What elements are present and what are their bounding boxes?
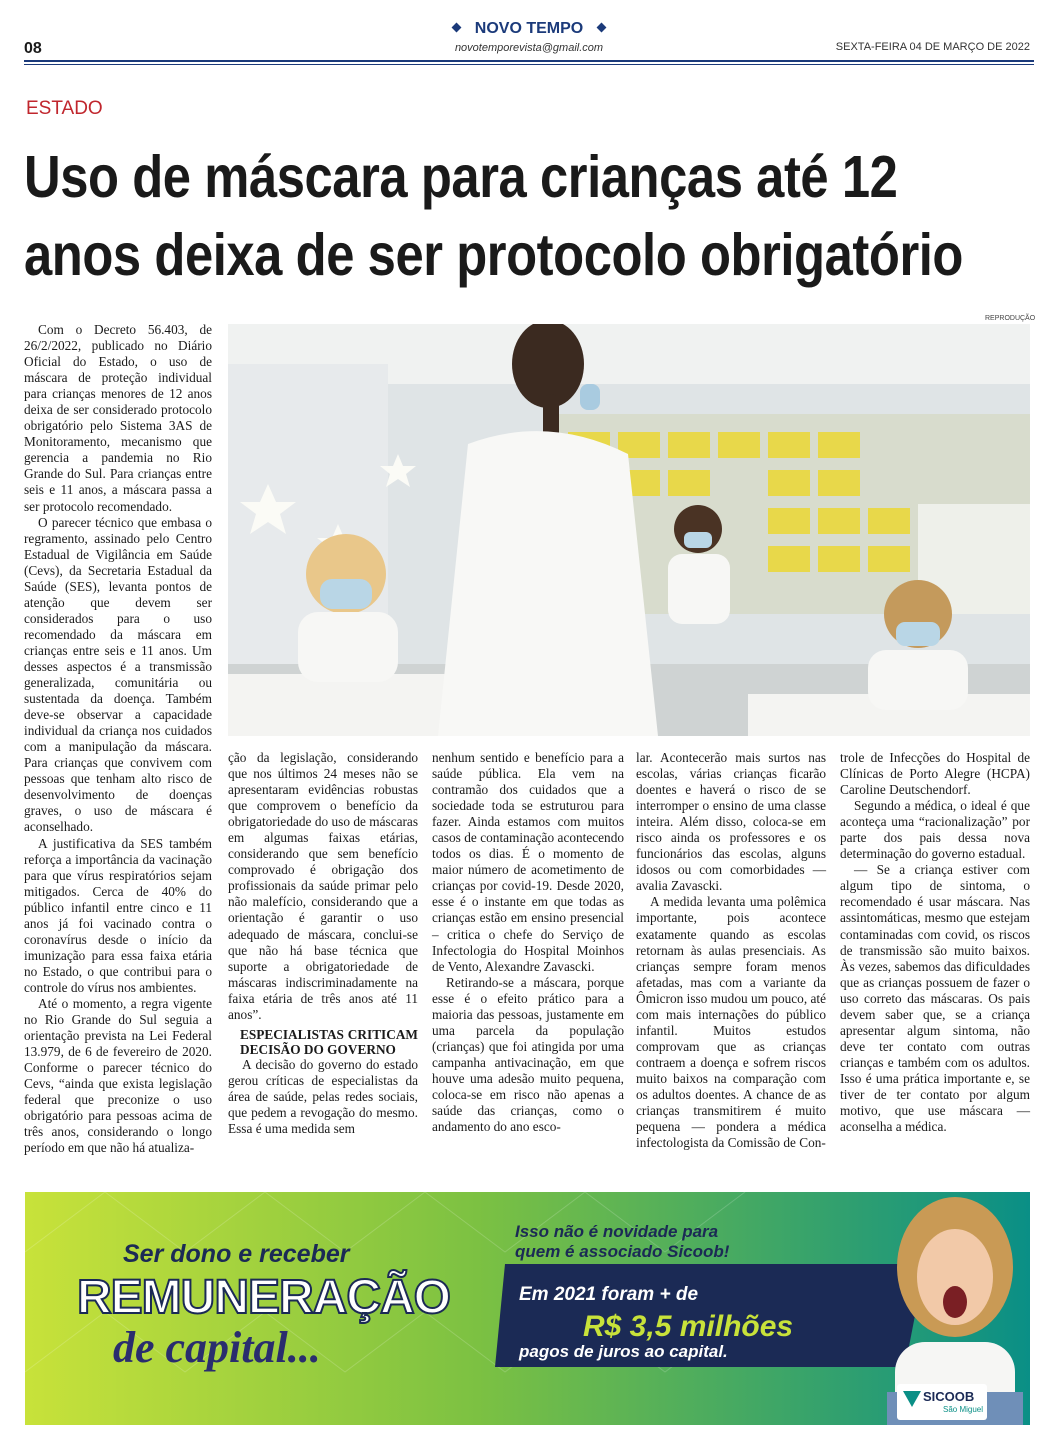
page-number: 08 xyxy=(24,40,42,57)
ad-subtext-line-2: quem é associado Sicoob! xyxy=(515,1242,730,1261)
paragraph: — Se a criança estiver com algum tipo de sintoma, o recomendado é usar máscara. Nas assintomáticas, mesmo que estejam contaminadas com covid, os riscos de transmissão são muito baixos. Às vezes, sabemos das dificuldades que as crianças possuem de fazer o uso correto das máscaras. Os pais devem saber que, se a criança apresentar algum sintoma, não deve ter contato com outras crianças e também com os adultos. Isso é uma prática importante e, se tiver de ter contato por algum motivo, que use máscara — aconselha a médica. xyxy=(840,862,1030,1135)
paragraph: Com o Decreto 56.403, de 26/2/2022, publicado no Diário Oficial do Estado, o uso de máscara de proteção individual para crianças menores de 12 anos deixa de ser considerado protocolo obrigatório pelo Sistema 3AS de Monitoramento, mecanismo que gerencia a pandemia no Rio Grande do Sul. Para crianças entre seis e 11 anos, a máscara passa a ser protocolo recomendado. xyxy=(24,322,212,514)
subheading: ESPECIALISTAS CRITICAM DECISÃO DO GOVERNO xyxy=(240,1026,418,1057)
article-column-1 xyxy=(24,322,212,1156)
article-photo xyxy=(228,324,1030,736)
headline xyxy=(24,138,963,294)
headline-line-1: Uso de máscara para crianças até 12 xyxy=(24,144,898,210)
header-rule-thin xyxy=(24,64,1034,65)
ad-interest-text: pagos de juros ao capital. xyxy=(519,1342,728,1361)
sicoob-advertisement xyxy=(25,1192,1030,1425)
article-column-3 xyxy=(432,750,624,1135)
ad-headline: REMUNERAÇÃO xyxy=(77,1271,450,1324)
photo-credit: REPRODUÇÃO xyxy=(985,315,1036,322)
paragraph: lar. Acontecerão mais surtos nas escolas, várias crianças ficarão doentes e haverá o risco de se interromper o ensino de uma classe inteira. Além disso, coloca-se em risco ainda os professores e os funcionários das escolas, alguns idosos ou com comorbidades — avalia Zavascki. xyxy=(636,750,826,894)
ad-year-text: Em 2021 foram + de xyxy=(519,1284,699,1305)
article-column-5 xyxy=(840,750,1030,1135)
paragraph: Retirando-se a máscara, porque esse é o efeito prático para a maioria das pessoas, justamente em uma parcela da população (crianças) que foi atingida por uma campanha antivacinação, em que houve uma adesão muito pequena, coloca-se em risco não apenas a saúde das crianças, como o andamento do ano esco- xyxy=(432,974,624,1135)
ad-tagline: Ser dono e receber xyxy=(123,1240,350,1268)
issue-date: SEXTA-FEIRA 04 DE MARÇO DE 2022 xyxy=(835,41,1030,53)
paragraph: A justificativa da SES também reforça a importância da vacinação para que vírus respiratórios sejam mitigados. Cerca de 40% do público infantil entre cinco e 11 anos já foi vacinado contra o coronavírus desde o início da imunização para essa faixa etária no Estado, o que contribui para o controle do vírus nos ambientes. xyxy=(24,835,212,995)
article-column-2 xyxy=(228,750,418,1137)
paragraph: A decisão do governo do estado gerou críticas de especialistas da área de saúde, pelas redes sociais, que pedem a revogação do mesmo. Essa é uma medida sem xyxy=(228,1056,418,1136)
ad-amount: R$ 3,5 milhões xyxy=(583,1310,794,1343)
paragraph: ção da legislação, considerando que nos últimos 24 meses não se apresentaram evidências robustas que comprovem o benefício da obrigatoriedade do uso de máscaras em algumas faixas etárias, considerando que sem benefício comprovado é obrigação dos profissionais da saúde primar pelo não malefício, considerando que a orientação é garantir o uso adequado de máscara, conclui-se que não há base técnica que suporte a obrigatoriedade de máscaras indiscriminadamente na faixa etária de três anos até 11 anos”. xyxy=(228,750,418,1022)
header-rule xyxy=(24,60,1034,62)
sicoob-branch: São Miguel xyxy=(943,1405,984,1414)
paragraph: Até o momento, a regra vigente no Rio Grande do Sul seguia a orientação prevista na Lei Federal 13.979, de 6 de fevereiro de 2020. Conforme o parecer técnico do Cevs, “ainda que exista legislação federal que preconize o uso obrigatório para pessoas acima de três anos, considerando o longo período em que não há atualiza- xyxy=(24,995,212,1156)
ad-subtext xyxy=(515,1222,729,1262)
paragraph: nenhum sentido e benefício para a saúde pública. Ela vem na contramão dos cuidados que a sociedade toda se estruturou para fazer. Ainda estamos com muitos casos de contaminação acontecendo todos os dias. É o momento de maior número de acometimento de crianças por covid-19. Desde 2020, esse é o instante em que todas as crianças estão em ensino presencial – critica o chefe do Serviço de Infectologia do Hospital Moinhos de Vento, Alexandre Zavascki. xyxy=(432,750,624,974)
section-label: ESTADO xyxy=(26,98,103,119)
paragraph: trole de Infecções do Hospital de Clínicas de Porto Alegre (HCPA) Caroline Deutschendorf. xyxy=(840,750,1030,798)
paragraph: O parecer técnico que embasa o regramento, assinado pelo Centro Estadual de Vigilância em Saúde (Cevs), da Secretaria Estadual da Saúde (SES), levanta pontos de atenção que devem ser considerados para o uso recomendado da máscara em crianças entre seis e 11 anos. Um desses aspectos é a transmissão generalizada, comunitária ou sustentada da doença. Também deve-se observar a capacidade individual da criança nos cuidados com a manipulação da máscara. Para crianças que convivem com pessoas que tenham alto risco de desenvolvimento de doenças graves, o uso de máscara é aconselhado. xyxy=(24,514,212,835)
ad-headline-script: de capital... xyxy=(113,1323,321,1372)
paragraph: A medida levanta uma polêmica importante, pois acontece exatamente quando as escolas retornam às aulas presenciais. As crianças sempre foram menos afetadas, mas com a variante da Ômicron isso mudou um pouco, até com mais internações do público infantil. Muitos estudos comprovam que as crianças contraem a doença e sofrem riscos muito baixos na comparação com os adultos doentes. A chance de as crianças transmitirem é muito pequena — pondera a médica infectologista da Comissão de Con- xyxy=(636,894,826,1151)
paragraph: Segundo a médica, o ideal é que aconteça uma “racionalização” por parte dos pais dessa nova determinação do governo estadual. xyxy=(840,798,1030,862)
sicoob-brand: SICOOB xyxy=(923,1389,975,1404)
sicoob-logo-icon xyxy=(903,1391,921,1407)
publication-name: NOVO TEMPO xyxy=(474,20,584,37)
classroom-illustration xyxy=(228,324,1030,736)
sicoob-logo xyxy=(897,1384,987,1420)
headline-line-2: anos deixa de ser protocolo obrigatório xyxy=(24,222,963,288)
publication-email: novotemporevista@gmail.com xyxy=(454,42,604,54)
article-column-4 xyxy=(636,750,826,1151)
ad-subtext-line-1: Isso não é novidade para xyxy=(515,1222,719,1241)
